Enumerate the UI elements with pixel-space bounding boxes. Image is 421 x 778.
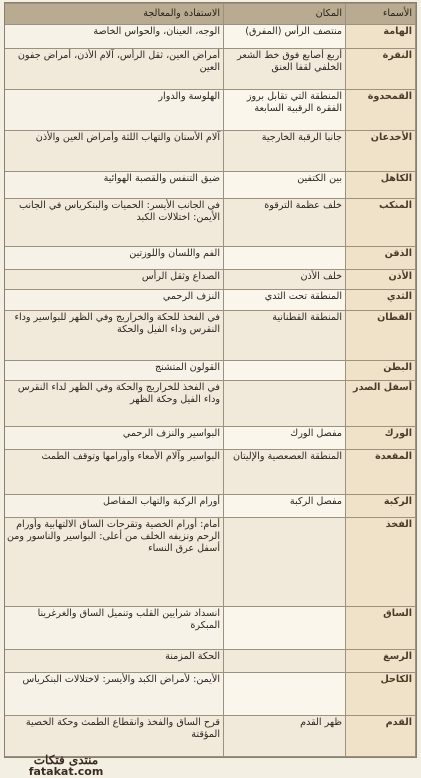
cell-name: الركبة xyxy=(346,495,416,518)
cell-use: آلام الأسنان والتهاب اللثة وأمراض العين والأذن xyxy=(4,130,224,171)
site-watermark xyxy=(6,754,126,778)
table-row xyxy=(4,495,416,518)
table-row xyxy=(4,517,416,606)
cell-place: مفصل الورك xyxy=(224,426,346,449)
cell-name: القمحدوة xyxy=(346,89,416,130)
cell-use: في الفخذ للحكة والخراريج وفي الظهر للبواسير وداء النقرس وداء الفيل والحكة xyxy=(4,310,224,360)
table-body xyxy=(4,25,416,757)
cell-use: أمام: أورام الخصية وتقرحات الساق الالتهابية وأورام الرحم ونزيفه الخلف من أعلى: البواسير والناسور ومن أسفل عرق النساء xyxy=(4,517,224,606)
table-row xyxy=(4,269,416,289)
cell-place: ظهر القدم xyxy=(224,715,346,756)
cell-name: الثدي xyxy=(346,290,416,310)
cupping-points-table-page xyxy=(4,2,417,758)
table-row xyxy=(4,171,416,198)
cell-use: الصداع وثقل الرأس xyxy=(4,269,224,289)
table-row xyxy=(4,310,416,360)
cell-use: البواسير وآلام الأمعاء وأورامها وتوقف الطمث xyxy=(4,449,224,495)
table-row xyxy=(4,25,416,49)
cell-use: البواسير والنزف الرحمي xyxy=(4,426,224,449)
cell-use: القولون المتشنج xyxy=(4,360,224,380)
table-row xyxy=(4,360,416,380)
cell-use: الوجه، العينان، والحواس الخاصة xyxy=(4,25,224,49)
watermark-latin: fatakat.com xyxy=(28,765,104,778)
cell-name: الورك xyxy=(346,426,416,449)
cell-place xyxy=(224,360,346,380)
cell-use: قرح الساق والفخذ وانقطاع الطمث وحكة الخصية المؤقتة xyxy=(4,715,224,756)
table-row xyxy=(4,199,416,247)
cell-place: خلف عظمة الترقوة xyxy=(224,199,346,247)
cell-name: المقعدة xyxy=(346,449,416,495)
cell-name: البطن xyxy=(346,360,416,380)
cell-place xyxy=(224,606,346,649)
cell-name: الهامة xyxy=(346,25,416,49)
cell-name: القطان xyxy=(346,310,416,360)
cell-use: انسداد شرايين القلب وتنميل الساق والغرغرينا المبكرة xyxy=(4,606,224,649)
cell-use: الفم واللسان واللوزتين xyxy=(4,246,224,269)
watermark-arabic: منتدى فتكات xyxy=(33,753,99,767)
cell-place: خلف الأذن xyxy=(224,269,346,289)
cell-use: أورام الركبة والتهاب المفاصل xyxy=(4,495,224,518)
table-row xyxy=(4,449,416,495)
cell-name: المنكب xyxy=(346,199,416,247)
table-row xyxy=(4,246,416,269)
table-row xyxy=(4,606,416,649)
cell-name: الأخدعان xyxy=(346,130,416,171)
cell-use: في الجانب الأيسر: الحميات والبنكرياس في الجانب الأيمن: اختلالات الكبد xyxy=(4,199,224,247)
table-row xyxy=(4,290,416,310)
table-row xyxy=(4,715,416,756)
cell-name: أسفل الصدر xyxy=(346,381,416,427)
cell-place: منتصف الرأس (المفرق) xyxy=(224,25,346,49)
cell-place: المنطقة تحت الثدي xyxy=(224,290,346,310)
cell-place: بين الكتفين xyxy=(224,171,346,198)
table-row xyxy=(4,130,416,171)
cell-place: المنطقة القطنانية xyxy=(224,310,346,360)
cell-name: القدم xyxy=(346,715,416,756)
cell-place xyxy=(224,246,346,269)
cell-place xyxy=(224,649,346,672)
column-header-place: المكان xyxy=(224,4,346,25)
cell-place xyxy=(224,672,346,715)
cell-use: ضيق التنفس والقصبة الهوائية xyxy=(4,171,224,198)
table-row xyxy=(4,48,416,89)
cell-place: المنطقة العصعصية والإليتان xyxy=(224,449,346,495)
cell-place xyxy=(224,381,346,427)
cell-use: في الفخذ للخراريج والحكة وفي الظهر لداء النقرس وداء الفيل وحكة الظهر xyxy=(4,381,224,427)
table-row xyxy=(4,649,416,672)
cell-use: الحكة المزمنة xyxy=(4,649,224,672)
cell-place: أربع أصابع فوق خط الشعر الخلفي لقفا العنق xyxy=(224,48,346,89)
cell-use: الأيمن: لأمراض الكبد والأيسر: لاختلالات البنكرياس xyxy=(4,672,224,715)
cell-name: الفخذ xyxy=(346,517,416,606)
cell-name: النقرة xyxy=(346,48,416,89)
cell-use: أمراض العين، ثقل الرأس، آلام الأذن، أمراض جفون العين xyxy=(4,48,224,89)
cell-use: النزف الرحمي xyxy=(4,290,224,310)
cell-place: مفصل الركبة xyxy=(224,495,346,518)
table-header-row xyxy=(4,4,416,25)
cell-name: الأذن xyxy=(346,269,416,289)
cell-name: الذقن xyxy=(346,246,416,269)
cell-place xyxy=(224,517,346,606)
cell-name: الكاحل xyxy=(346,672,416,715)
cell-name: الرسغ xyxy=(346,649,416,672)
column-header-use: الاستفادة والمعالجة xyxy=(4,4,224,25)
table-row xyxy=(4,89,416,130)
column-header-name: الأسماء xyxy=(346,4,416,25)
table-row xyxy=(4,381,416,427)
cell-name: الساق xyxy=(346,606,416,649)
cupping-points-table xyxy=(4,3,416,757)
cell-place: المنطقة التي تقابل بروز الفقرة الرقبية السابعة xyxy=(224,89,346,130)
cell-use: الهلوسة والدوار xyxy=(4,89,224,130)
cell-place: جانبا الرقبة الخارجية xyxy=(224,130,346,171)
table-row xyxy=(4,672,416,715)
table-row xyxy=(4,426,416,449)
cell-name: الكاهل xyxy=(346,171,416,198)
